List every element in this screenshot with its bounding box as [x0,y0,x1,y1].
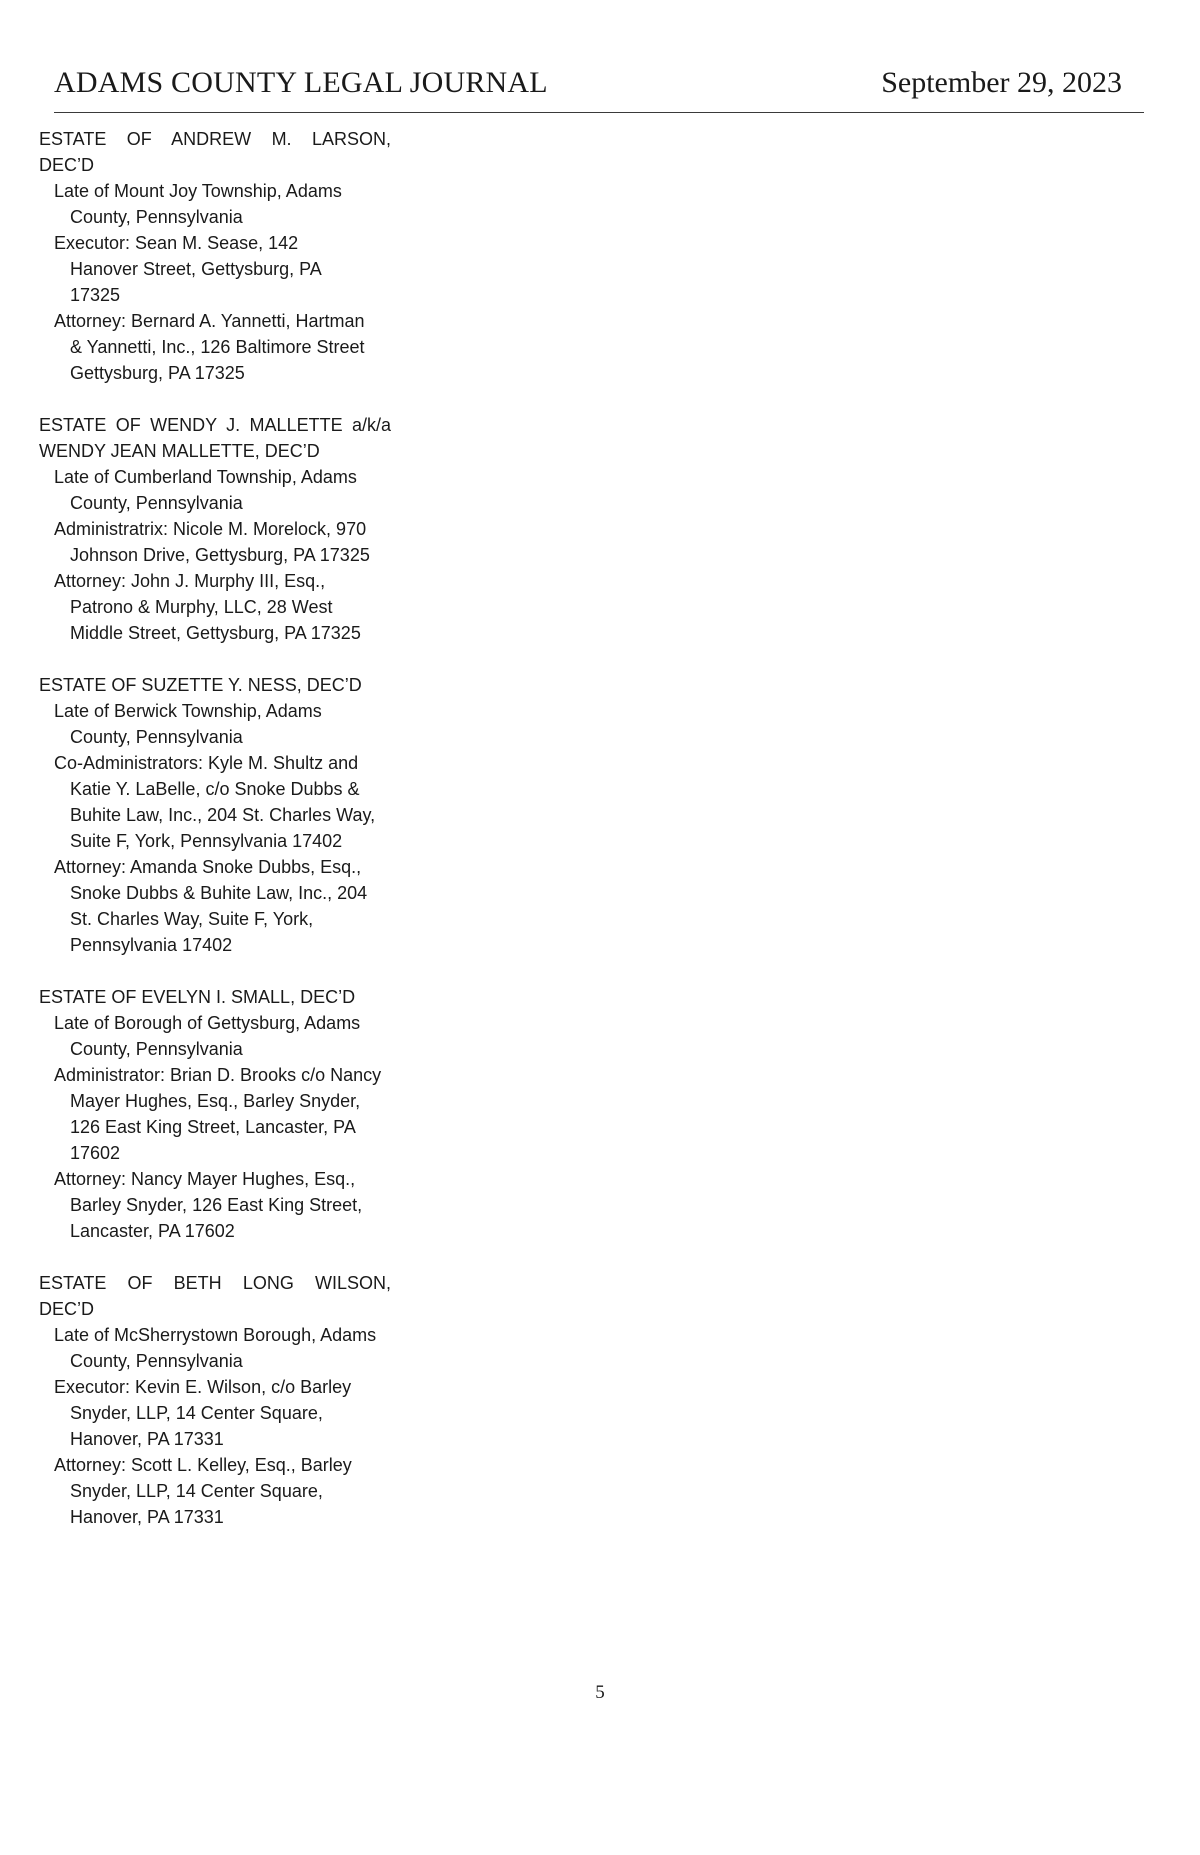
estate-representative [39,1062,391,1166]
estate-representative-line: Administrator: Brian D. Brooks c/o Nancy [54,1065,382,1085]
estate-notice [39,126,391,386]
estate-attorney-line: Attorney: Scott L. Kelley, Esq., Barley [54,1455,352,1475]
estate-heading [39,984,391,1010]
estate-representative-line: 126 East King Street, Lancaster, PA [70,1117,356,1137]
estate-residence-line: Late of Berwick Township, Adams [54,701,322,721]
estate-attorney-line: Attorney: Nancy Mayer Hughes, Esq., [54,1169,356,1189]
estate-attorney-line: Snyder, LLP, 14 Center Square, [70,1481,323,1501]
estate-heading-line: DEC’D [39,1299,95,1319]
estate-attorney [39,854,391,958]
estate-heading-line: ESTATE OF ANDREW M. LARSON, [39,129,391,149]
journal-title: ADAMS COUNTY LEGAL JOURNAL [54,66,548,99]
estate-representative-line: Co-Administrators: Kyle M. Shultz and [54,753,359,773]
estate-residence-line: Late of McSherrystown Borough, Adams [54,1325,377,1345]
estate-residence [39,464,391,516]
estate-heading-line: ESTATE OF WENDY J. MALLETTE a/k/a [39,415,391,435]
estate-residence-line: Late of Borough of Gettysburg, Adams [54,1013,361,1033]
estate-notice [39,672,391,958]
estate-representative [39,516,391,568]
estate-attorney-line: Barley Snyder, 126 East King Street, [70,1195,363,1215]
estate-heading-line: ESTATE OF SUZETTE Y. NESS, DEC’D [39,675,362,695]
estate-representative-line: 17325 [70,285,121,305]
estate-notice [39,1270,391,1530]
estate-attorney-line: Attorney: Bernard A. Yannetti, Hartman [54,311,365,331]
estate-residence-line: Late of Cumberland Township, Adams [54,467,357,487]
estate-representative [39,1374,391,1452]
estate-representative-line: Executor: Sean M. Sease, 142 [54,233,299,253]
estate-attorney-line: St. Charles Way, Suite F, York, [70,909,314,929]
page-header [54,62,1144,113]
estate-representative-line: Hanover, PA 17331 [70,1429,224,1449]
estate-residence [39,178,391,230]
estate-attorney-line: Attorney: Amanda Snoke Dubbs, Esq., [54,857,362,877]
estate-residence-line: County, Pennsylvania [70,207,243,227]
estate-representative [39,230,391,308]
issue-date: September 29, 2023 [881,66,1122,99]
estate-representative-line: Suite F, York, Pennsylvania 17402 [70,831,343,851]
estate-attorney [39,1166,391,1244]
page-number: 5 [595,1682,605,1703]
estate-heading [39,1270,391,1322]
estate-attorney-line: Lancaster, PA 17602 [70,1221,235,1241]
estate-heading-line: ESTATE OF BETH LONG WILSON, [39,1273,391,1293]
estate-residence-line: County, Pennsylvania [70,1039,243,1059]
estate-attorney-line: Attorney: John J. Murphy III, Esq., [54,571,326,591]
estate-residence [39,1322,391,1374]
estate-attorney-line: & Yannetti, Inc., 126 Baltimore Street [70,337,365,357]
estate-attorney-line: Pennsylvania 17402 [70,935,233,955]
estate-heading [39,126,391,178]
estate-heading-line: WENDY JEAN MALLETTE, DEC’D [39,441,320,461]
estate-representative-line: Katie Y. LaBelle, c/o Snoke Dubbs & [70,779,360,799]
estate-representative-line: Administratrix: Nicole M. Morelock, 970 [54,519,367,539]
estate-heading-line: ESTATE OF EVELYN I. SMALL, DEC’D [39,987,356,1007]
estate-residence-line: Late of Mount Joy Township, Adams [54,181,342,201]
estate-residence-line: County, Pennsylvania [70,727,243,747]
estate-representative [39,750,391,854]
estate-residence-line: County, Pennsylvania [70,1351,243,1371]
estate-residence-line: County, Pennsylvania [70,493,243,513]
estate-heading [39,672,391,698]
estate-attorney-line: Middle Street, Gettysburg, PA 17325 [70,623,361,643]
estate-representative-line: 17602 [70,1143,121,1163]
estate-attorney [39,1452,391,1530]
estate-attorney [39,568,391,646]
estate-residence [39,1010,391,1062]
estate-attorney-line: Gettysburg, PA 17325 [70,363,245,383]
estate-representative-line: Johnson Drive, Gettysburg, PA 17325 [70,545,370,565]
estate-representative-line: Buhite Law, Inc., 204 St. Charles Way, [70,805,376,825]
estate-notice [39,984,391,1244]
estate-representative-line: Mayer Hughes, Esq., Barley Snyder, [70,1091,361,1111]
estate-notices-column [39,126,391,1556]
estate-attorney-line: Patrono & Murphy, LLC, 28 West [70,597,333,617]
estate-heading [39,412,391,464]
estate-residence [39,698,391,750]
estate-representative-line: Hanover Street, Gettysburg, PA [70,259,322,279]
estate-heading-line: DEC’D [39,155,95,175]
estate-attorney [39,308,391,386]
estate-representative-line: Executor: Kevin E. Wilson, c/o Barley [54,1377,352,1397]
estate-attorney-line: Snoke Dubbs & Buhite Law, Inc., 204 [70,883,368,903]
estate-attorney-line: Hanover, PA 17331 [70,1507,224,1527]
estate-representative-line: Snyder, LLP, 14 Center Square, [70,1403,323,1423]
estate-notice [39,412,391,646]
